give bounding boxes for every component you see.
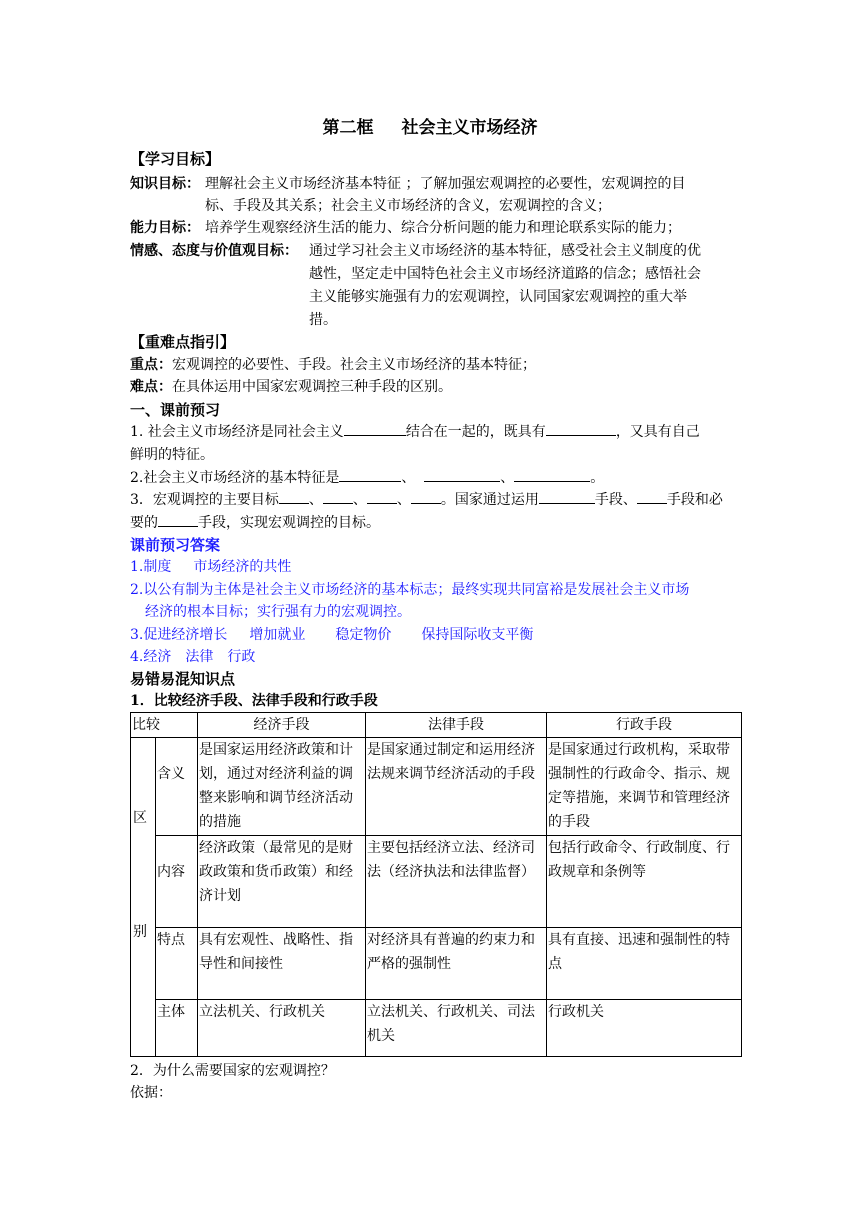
q3-blank-3: [367, 489, 397, 504]
table-row: [131, 738, 742, 836]
side-char-1: 区: [133, 810, 147, 826]
preview-q2: [130, 467, 604, 489]
table-row: [131, 836, 742, 927]
emotion-line-4: 措。: [309, 312, 337, 328]
answer-3-a: 3.促进经济增长: [130, 627, 228, 643]
preview-q1-line-1: [130, 421, 700, 443]
answer-2-line-1: 2.以公有制为主体是社会主义市场经济的基本标志；最终实现共同富裕是发展社会主义市场: [130, 582, 690, 598]
cell-admin-content: 包括行政命令、行政制度、行政规章和条例等: [547, 836, 742, 927]
answer-4-c: 行政: [227, 649, 256, 665]
title-left: 第二框: [322, 118, 374, 138]
q3-text-f: 手段，实现宏观调控的目标。: [198, 515, 380, 531]
q3-blank-5: [539, 489, 595, 504]
hard-label: 难点：: [130, 379, 172, 395]
q1-blank-1: [344, 421, 406, 436]
q3-text-b: 。国家通过运用: [440, 492, 539, 508]
answer-4-b: 法律: [185, 649, 214, 665]
key-point-line: [130, 354, 536, 376]
q3-blank-2: [323, 489, 353, 504]
emotion-line-2: 越性，坚定走中国特色社会主义市场经济道路的信念；感悟社会: [309, 266, 701, 282]
answer-2-line-2: 经济的根本目标；实行强有力的宏观调控。: [145, 604, 411, 620]
q2-blank-3: [514, 467, 590, 482]
comparison-table: [130, 712, 742, 1057]
difference-label-cell: [131, 738, 156, 1057]
cell-law-subject: 立法机关、行政机关、司法机关: [366, 999, 547, 1056]
cell-admin-meaning: 是国家通过行政机构，采取带强制性的行政命令、指示、规定等措施，来调节和管理经济的手段: [547, 738, 742, 836]
cell-law-content: 主要包括经济立法、经济司法（经济执法和法律监督）: [366, 836, 547, 927]
cell-admin-feature: 具有直接、迅速和强制性的特点: [547, 927, 742, 999]
q3-text-e: 要的: [130, 515, 158, 531]
ability-text: 培养学生观察经济生活的能力、综合分析问题的能力和理论联系实际的能力；: [205, 220, 681, 236]
answer-1-b: 市场经济的共性: [193, 559, 292, 575]
answer-3-b: 增加就业: [249, 627, 306, 643]
header-economic: 经济手段: [198, 713, 366, 738]
side-char-2: 别: [133, 924, 147, 940]
emotion-line-1: 通过学习社会主义市场经济的基本特征，感受社会主义制度的优: [309, 243, 701, 259]
confusion-sub1: 1．比较经济手段、法律手段和行政手段: [130, 693, 378, 709]
preview-q3-line-2: [130, 512, 380, 534]
knowledge-label: 知识目标：: [130, 176, 200, 192]
answer-1-a: 1.制度: [130, 559, 172, 575]
q3-text-d: 手段和必: [666, 492, 723, 508]
q1-text-b: 结合在一起的，既具有: [405, 424, 546, 440]
q3-blank-7: [158, 512, 198, 527]
header-administrative: 行政手段: [547, 713, 742, 738]
cell-econ-feature: 具有宏观性、战略性、指导性和间接性: [198, 927, 366, 999]
preview-q3-line-1: [130, 489, 723, 511]
q1-text-a: 1. 社会主义市场经济是同社会主义: [130, 424, 344, 440]
row-label-content: 内容: [156, 836, 198, 927]
q3-sep-1: 、: [308, 492, 323, 508]
q2-sep-2: 、: [500, 470, 515, 486]
page-title: [0, 116, 860, 140]
preview-q1-line-2: 鲜明的特征。: [130, 447, 214, 463]
q2-text-a: 2.社会主义市场经济的基本特征是: [130, 470, 340, 486]
row-label-meaning: 含义: [156, 738, 198, 836]
q3-blank-4: [411, 489, 441, 504]
keypoints-heading: 【重难点指引】: [130, 333, 236, 351]
answers-heading: 课前预习答案: [130, 536, 221, 554]
q2-sep-1: 、: [401, 470, 416, 486]
knowledge-line-2: 标、手段及其关系；社会主义市场经济的含义，宏观调控的含义；: [205, 198, 611, 214]
row-label-feature: 特点: [156, 927, 198, 999]
q2-blank-1: [339, 467, 401, 482]
q3-sep-2: 、: [352, 492, 367, 508]
q3-sep-3: 、: [396, 492, 411, 508]
ability-label: 能力目标：: [130, 220, 200, 236]
emotion-line-3: 主义能够实施强有力的宏观调控，认同国家宏观调控的重大举: [309, 289, 687, 305]
preview-heading: 一、课前预习: [130, 401, 221, 419]
answer-1: [130, 556, 291, 578]
basis-label: 依据：: [130, 1085, 172, 1101]
confusion-sub2: 2．为什么需要国家的宏观调控？: [130, 1063, 335, 1079]
answer-4: [130, 646, 255, 668]
row-label-subject: 主体: [156, 999, 198, 1056]
q3-blank-1: [279, 489, 309, 504]
table-header-row: [131, 713, 742, 738]
cell-law-meaning: 是国家通过制定和运用经济法规来调节经济活动的手段: [366, 738, 547, 836]
key-text: 宏观调控的必要性、手段。社会主义市场经济的基本特征；: [172, 357, 536, 373]
cell-law-feature: 对经济具有普遍的约束力和严格的强制性: [366, 927, 547, 999]
table-row: [131, 927, 742, 999]
cell-admin-subject: 行政机关: [547, 999, 742, 1056]
q1-text-c: ，又具有自己: [615, 424, 700, 440]
goals-heading: 【学习目标】: [130, 150, 221, 168]
header-legal: 法律手段: [366, 713, 547, 738]
cell-econ-content: 经济政策（最常见的是财政政策和货币政策）和经济计划: [198, 836, 366, 927]
answer-4-a: 4.经济: [130, 649, 172, 665]
cell-econ-meaning: 是国家运用经济政策和计划，通过对经济利益的调整来影响和调节经济活动的措施: [198, 738, 366, 836]
hard-text: 在具体运用中国家宏观调控三种手段的区别。: [172, 379, 452, 395]
key-label: 重点：: [130, 357, 172, 373]
cell-econ-subject: 立法机关、行政机关: [198, 999, 366, 1056]
q1-blank-2: [546, 421, 616, 436]
header-compare: 比较: [131, 713, 198, 738]
hard-point-line: [130, 376, 452, 398]
knowledge-line-1: 理解社会主义市场经济基本特征 ；了解加强宏观调控的必要性，宏观调控的目: [205, 176, 686, 192]
table-row: [131, 999, 742, 1056]
q3-text-a: 3．宏观调控的主要目标: [130, 492, 279, 508]
title-right: 社会主义市场经济: [401, 118, 538, 138]
q3-blank-6: [637, 489, 667, 504]
q2-blank-2: [424, 467, 500, 482]
emotion-label: 情感、态度与价值观目标：: [130, 243, 298, 259]
confusion-heading: 易错易混知识点: [130, 670, 236, 688]
answer-3: [130, 624, 533, 646]
answer-3-d: 保持国际收支平衡: [421, 627, 534, 643]
q3-text-c: 手段、: [594, 492, 637, 508]
answer-3-c: 稳定物价: [335, 627, 392, 643]
q2-end: 。: [590, 470, 605, 486]
